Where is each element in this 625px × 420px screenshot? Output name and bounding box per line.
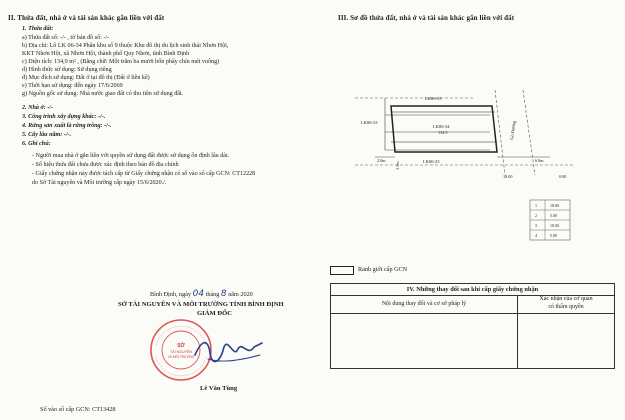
changes-table [330, 283, 615, 369]
signatory-role: GIÁM ĐỐC [197, 310, 232, 317]
label-dim-a: 2.0m [377, 158, 386, 163]
svg-text:4: 4 [535, 233, 537, 238]
issuing-agency: SỞ TÀI NGUYÊN VÀ MÔI TRƯỜNG TỈNH BÌNH ĐỊNH [118, 301, 284, 308]
perennial-tree-item: 5. Cây lâu năm: -/-. [22, 132, 72, 138]
land-heading: 1. Thửa đất: [22, 26, 54, 32]
changes-col-content: Nội dung thay đổi và cơ sở pháp lý [381, 301, 467, 307]
planted-forest-item: 4. Rừng sản xuất là rừng trồng: -/-. [22, 123, 112, 129]
svg-text:18.00: 18.00 [550, 203, 559, 208]
other-construction-item: 3. Công trình xây dựng khác: -/-. [22, 114, 106, 120]
section-4-title: IV. Những thay đổi sau khi cấp giấy chứng nhận [331, 284, 614, 296]
svg-text:VÀ MÔI TRƯỜNG: VÀ MÔI TRƯỜNG [167, 355, 195, 359]
changes-col-confirmation: Xác nhận của cơ quan có thẩm quyền [539, 296, 593, 310]
label-lot-left: LK06-33 [361, 120, 378, 125]
land-line-c: c) Diện tích: 134,9 m² , (Bằng chữ: Một trăm ba mươi bốn phẩy chín mét vuông) [22, 59, 220, 65]
note-4: do Sở Tài nguyên và Môi trường cấp ngày 15/6/2020./. [32, 180, 167, 186]
svg-text:18.00: 18.00 [550, 223, 559, 228]
label-lot-center: LK06-34 [433, 124, 450, 129]
issue-date: Bình Định, ngày 04 tháng 8 năm 2020 [150, 289, 253, 299]
svg-text:TÀI NGUYÊN: TÀI NGUYÊN [170, 350, 192, 354]
note-3: - Giấy chứng nhận này được tách cấp từ Giấy chứng nhận có số vào sổ cấp GCN: CT12228 [32, 171, 256, 177]
label-lot-top: LK06-35 [425, 96, 442, 101]
signatory-name: Lê Văn Tùng [200, 385, 238, 392]
svg-text:2: 2 [535, 213, 537, 218]
svg-text:5.00: 5.00 [550, 233, 557, 238]
svg-text:3: 3 [535, 223, 537, 228]
boundary-legend-swatch [330, 266, 354, 275]
svg-text:SỞ: SỞ [177, 343, 185, 349]
note-1: - Người mua nhà ở gắn liền với quyền sử dụng đất được sử dụng ổn định lâu dài. [32, 153, 230, 159]
boundary-legend-label: Ranh giới cấp GCN [358, 266, 408, 273]
land-line-b2: KKT Nhơn Hội, xã Nhơn Hội, thành phố Quy Nhơn, tỉnh Bình Định [22, 51, 190, 57]
land-line-g: g) Nguồn gốc sử dụng: Nhà nước giao đất có thu tiền sử dụng đất. [22, 91, 184, 97]
land-line-dd: đ) Mục đích sử dụng: Đất ở tại đô thị (Đất ở liền kề) [22, 75, 150, 81]
section-3-title: III. Sơ đồ thửa đất, nhà ở và tài sản khác gắn liền với đất [338, 14, 515, 22]
land-line-b: b) Địa chỉ: Lô LK 06-34 Phân khu số 9 thuộc Khu đô thị du lịch sinh thái Nhơn Hội, [22, 43, 229, 49]
label-lot-bottom: LK06-33 [423, 159, 440, 164]
label-dim-c: 6.0m [535, 158, 544, 163]
svg-text:1: 1 [535, 203, 537, 208]
handwritten-signature [190, 333, 270, 367]
lot-diagram [345, 20, 610, 250]
label-area: 134.9 [438, 130, 448, 135]
note-2: - Số hiệu thửa đất chưa được xác định theo bản đồ địa chính [32, 162, 179, 168]
registry-number: Số vào sổ cấp GCN: CT13428 [40, 406, 116, 413]
label-dim-d: 18.00 [503, 174, 513, 179]
label-dim-b: 3.3m [395, 161, 400, 170]
label-dim-e: 0.00 [559, 174, 567, 179]
section-2-title: II. Thửa đất, nhà ở và tài sản khác gắn liền với đất [8, 14, 165, 22]
notes-heading: 6. Ghi chú: [22, 141, 51, 147]
label-road: Gò Đường [509, 120, 517, 141]
land-line-e: e) Thời hạn sử dụng: đến ngày 17/6/2069 [22, 83, 123, 89]
edge-length-table [530, 200, 570, 240]
svg-text:5.00: 5.00 [550, 213, 557, 218]
land-line-a: a) Thửa đất số: -/- , tờ bản đồ số: -/- [22, 35, 110, 41]
house-item: 2. Nhà ở: -/- [22, 105, 54, 111]
land-line-d: d) Hình thức sử dụng: Sử dụng riêng [22, 67, 112, 73]
